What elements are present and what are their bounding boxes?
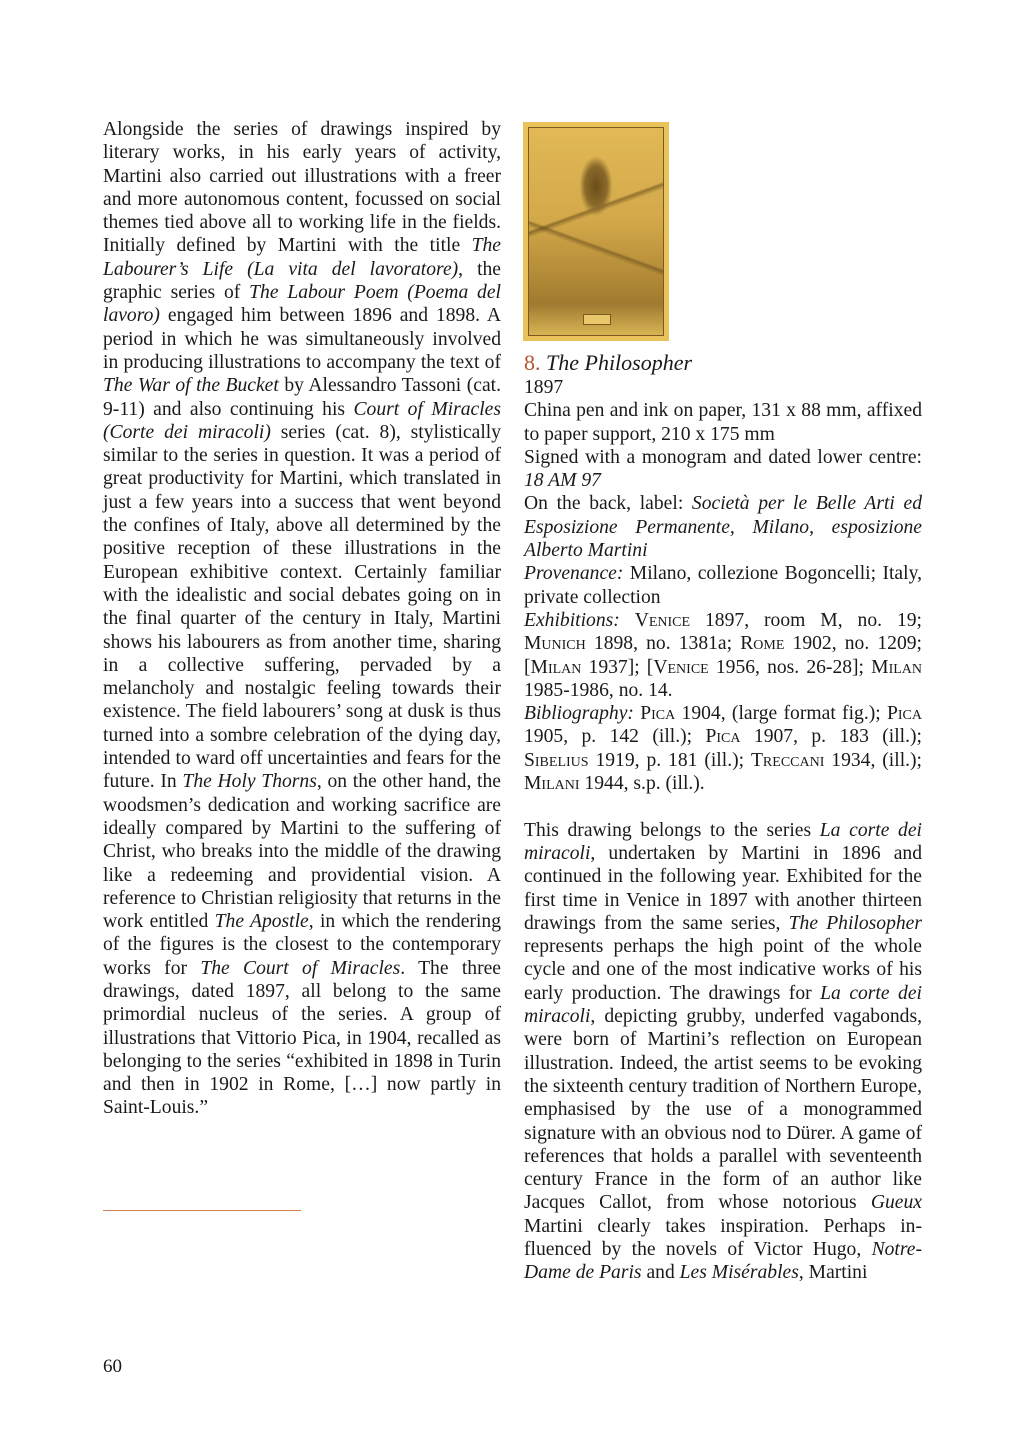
catalogue-title — [524, 350, 922, 376]
section-divider-rule — [103, 1210, 301, 1211]
artwork-year: 1897 — [524, 377, 564, 398]
artwork-title: The Philosopher — [546, 350, 693, 375]
catalogue-number: 8. — [524, 350, 541, 375]
artwork-signature: Signed with a monogram and dated lower centre: 18 AM 97 — [524, 446, 922, 492]
artwork-image-the-philosopher — [523, 122, 669, 341]
essay-paragraph: Alongside the series of drawings inspired by literary works, in his early years of activity, Martini also carried out illustrations with a freer and more autonomous content, focussed on social themes tied above all to working life in the fields. Initially defined by Martini with the title The Labourer’s Life (La vita del lavoratore), the graphic series of The Labour Poem (Poema del lavoro) engaged him between 1896 and 1898. A period in which he was simultaneously involved in producing illustrations to accompany the text of The War of the Bucket by Alessandro Tassoni (cat. 9-11) and also continuing his Court of Miracles (Corte dei miracoli) series (cat. 8), stylistically similar to the series in question. It was a period of great productivity for Martini, which translated in just a few years into a success that went beyond the confines of Italy, above all determined by the positive reception of these illustrations in the European exhibitive context. Certainly familiar with the idealistic and social debates going on in the final quarter of the century in Italy, Martini shows his labourers as from another time, sharing in a collective suffering, pervaded by a melancholy and nostalgic feeling towards their existence. The field labourers’ song at dusk is thus turned into a sombre celebration of the dying day, intended to ward off uncertainties and fears for the future. In The Holy Thorns, on the other hand, the woodsmen’s dedication and working sacrifice are ideally compared by Martini to the suffering of Christ, who breaks into the middle of the drawing like a redeeming and providential vision. A reference to Christian religiosity that returns in the work entitled The Apostle, in which the rendering of the figures is the closest to the contemporary works for The Court of Miracles. The three drawings, dated 1897, all belong to the same primordial nucleus of the series. A group of illustrations that Vittorio Pica, in 1904, recalled as belonging to the series “exhibited in 1898 in Turin and then in 1902 in Rome, […] now partly in Saint-Louis.” — [103, 119, 502, 1119]
artwork-exhibitions: Exhibitions: Venice 1897, room M, no. 19; Munich 1898, no. 1381a; Rome 1902, no. 1209; [Milan 1937]; [Venice 1956, nos. 26-28]; Milan 1985-1986, no. 14. — [524, 609, 922, 701]
page-number: 60 — [103, 1356, 122, 1377]
left-column — [103, 118, 501, 1120]
artwork-back-label: On the back, label: Società per le Belle Arti ed Esposizione Permanente, Milano, esposizione Alberto Martini — [524, 493, 922, 562]
right-column — [524, 350, 922, 1285]
artwork-bibliography: Bibliography: Pica 1904, (large format fig.); Pica 1905, p. 142 (ill.); Pica 1907, p. 183 (ill.); Sibelius 1919, p. 181 (ill.); Treccani 1934, (ill.); Milani 1944, s.p. (ill.). — [524, 703, 923, 795]
drawing-area — [528, 127, 664, 336]
commentary-paragraph: This drawing belongs to the series La corte dei miracoli, undertaken by Martini in 1896 and continued in the following year. Exhibited for the first time in Venice in 1897 with another thirteen drawings from the same series, The Philosopher represents perhaps the high point of the whole cycle and one of the most indicative works of his early production. The drawings for La corte dei miracoli, depicting grubby, underfed vagabonds, were born of Martini’s reflection on European illustration. Indeed, the artist seems to be evoking the sixteenth century tradition of Northern Europe, emphasised by the use of a monogrammed signature with an obvious nod to Dürer. A game of references that holds a parallel with seventeenth century France in the form of an author like Jacques Callot, from whose notorious Gueux Martini clearly takes inspiration. Perhaps influenced by the novels of Victor Hugo, Notre-Dame de Paris and Les Misérables, Martini — [524, 819, 923, 1284]
artwork-provenance: Provenance: Milano, collezione Bogoncelli; Italy, private collection — [524, 563, 922, 608]
monogram-plaque — [583, 314, 611, 325]
artwork-medium: China pen and ink on paper, 131 x 88 mm, affixed to paper support, 210 x 175 mm — [524, 400, 922, 445]
